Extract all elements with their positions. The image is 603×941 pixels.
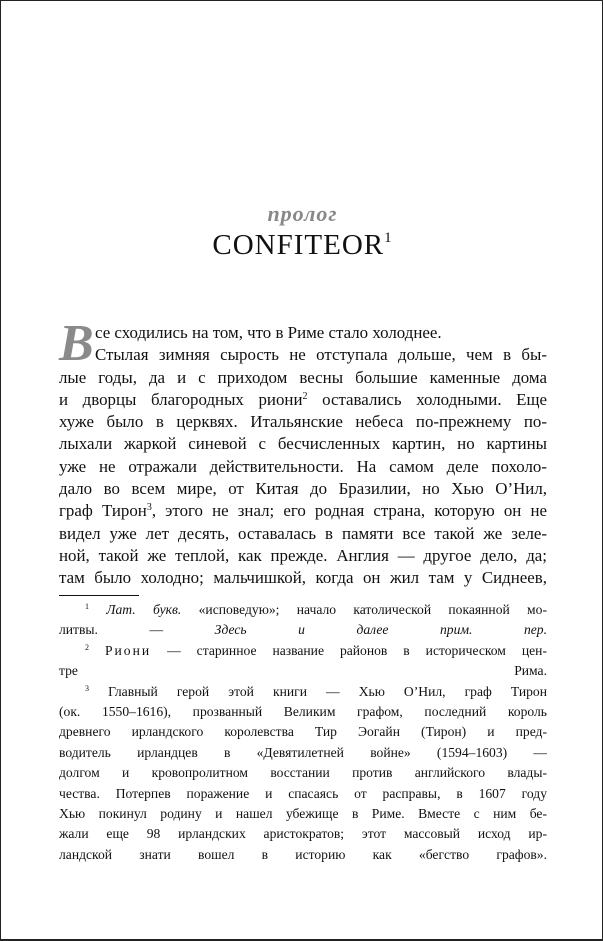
body-line: Стылая зимняя сырость не отступала дольше, чем в бы- (95, 345, 547, 365)
body-line-part: оставались холодными. Еще (322, 389, 547, 409)
chapter-title (1, 229, 603, 262)
footnote-3-line (59, 682, 547, 702)
footnote-italic: Лат. букв. (106, 602, 182, 617)
footnote-term: Риони (104, 642, 152, 658)
footnote-mark: 2 (85, 642, 89, 652)
chapter-title-text: CONFITEOR (212, 229, 385, 261)
body-line: дало во всем мире, от Китая до Бразилии, но Хью О’Нил, (59, 479, 547, 499)
footnote-3-line: водитель ирландцев в «Девятилетней войне» (1594–1603) — (59, 744, 547, 760)
body-line-part: и дворцы благородных риони (59, 389, 303, 409)
footnote-3-line: древнего ирландского королевства Тир Эогайн (Тирон) и пред- (59, 724, 547, 740)
body-line: там было холодно; мальчишкой, когда он жил там у Сиднеев, (59, 568, 547, 588)
body-line: лые годы, да и с приходом весны большие каменные дома (59, 367, 547, 387)
footnote-ref: 2 (302, 390, 308, 402)
footnote-1-line (59, 600, 547, 620)
footnote-3-line: (ок. 1550–1616), прозванный Великим графом, последний король (59, 704, 547, 720)
footnote-mark: 3 (85, 683, 89, 693)
body-text (59, 315, 547, 590)
footnote-3-line: ландской знати вошел в историю как «бегство графов». (59, 846, 547, 862)
footnote-text: — старинное название районов в историческом цен- (167, 642, 547, 658)
body-line: ной, такой же теплой, как прежде. Англия — другое дело, да; (59, 545, 547, 565)
body-line: хуже было в церквях. Итальянские небеса по-прежнему по- (59, 412, 547, 432)
footnote-mark: 1 (85, 602, 89, 611)
footnote-2-line: тре Рима. (59, 663, 547, 679)
footnote-3-line: долгом и кровопролитном восстании против английского влады- (59, 765, 547, 781)
footnote-text: литвы. — (59, 622, 164, 638)
footnote-1-line (59, 620, 547, 640)
footnote-3-line: чества. Потерпев поражение и спасаясь от расправы, в 1607 году (59, 785, 547, 801)
body-line-with-note (59, 389, 547, 411)
footnote-text: Главный герой этой книги — Хью О’Нил, граф Тирон (108, 683, 547, 699)
body-line-part: , этого не знал; его родная страна, которую он не (151, 501, 547, 521)
footnote-divider (59, 595, 139, 596)
footnote-ref: 3 (146, 502, 152, 514)
title-footnote-ref: 1 (384, 230, 393, 246)
footnote-2-line (59, 641, 547, 661)
body-line: се сходились на том, что в Риме стало холоднее. (95, 323, 442, 342)
footnotes (59, 600, 547, 865)
footnote-text: «исповедую»; начало католической покаянной мо- (198, 602, 547, 617)
section-label: пролог (267, 201, 338, 226)
drop-cap: В (59, 315, 94, 372)
footnote-3-line: Хью покинул родину и нашел убежище в Риме. Вместе с ним бе- (59, 806, 547, 822)
body-line-part: граф Тирон (59, 501, 147, 521)
footnote-italic: Здесь и далее прим. пер. (214, 622, 547, 638)
body-line: видел уже лет десять, оставалась в памяти все такой же зеле- (59, 523, 547, 543)
body-line: лыхали жаркой синевой с бесчисленных картин, но картины (59, 434, 547, 454)
body-line-with-note (59, 500, 547, 522)
footnote-3-line: жали еще 98 ирландских аристократов; этот массовый исход ир- (59, 826, 547, 842)
body-line: уже не отражали действительности. На самом деле похоло- (59, 456, 547, 476)
